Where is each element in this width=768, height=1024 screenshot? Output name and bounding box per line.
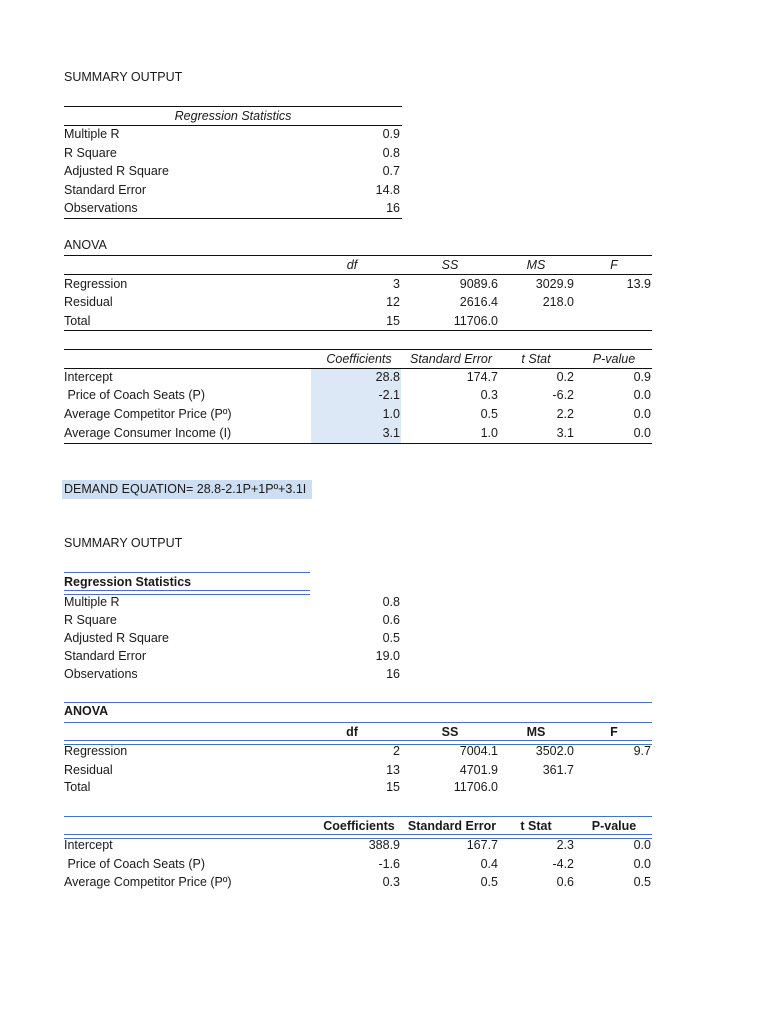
row-label: Total [64, 314, 91, 328]
cell-coefficient: 388.9 [368, 838, 400, 852]
coef-row-average-competitor-price [64, 873, 652, 891]
summary-output-title: SUMMARY OUTPUT [64, 70, 183, 84]
cell-p-value: 0.0 [633, 426, 651, 440]
row-label: Average Competitor Price (Pº) [64, 407, 232, 421]
stat-label: Adjusted R Square [64, 631, 169, 645]
anova-title-2: ANOVA [64, 704, 109, 718]
cell-p-value: 0.0 [633, 388, 651, 402]
cell-df: 15 [386, 780, 400, 794]
row-label: Price of Coach Seats (P) [64, 857, 206, 871]
anova-header-row [64, 256, 652, 274]
coef-header-row-2 [64, 817, 652, 835]
anova-title: ANOVA [64, 238, 107, 252]
col-header-ss: SS [441, 725, 459, 739]
regression-statistics-title: Regression Statistics [64, 575, 192, 589]
cell-ss: 7004.1 [459, 744, 498, 758]
cell-t-stat: 2.2 [556, 407, 574, 421]
anova-row-total [64, 778, 652, 796]
row-label: Regression [64, 277, 128, 291]
regression-statistics-title: Regression Statistics [174, 109, 292, 123]
row-label: Intercept [64, 370, 113, 384]
col-header-ms: MS [526, 258, 546, 272]
anova-header-row-2 [64, 723, 652, 741]
cell-standard-error: 0.5 [480, 407, 498, 421]
coef-row-price-of-coach-seats [64, 386, 652, 404]
table-border-bottom [64, 443, 652, 444]
col-header-p-value: P-value [592, 352, 636, 366]
stat-label: Adjusted R Square [64, 164, 169, 178]
table-border-bottom [64, 330, 652, 331]
table-border-top [64, 702, 652, 703]
col-header-df: df [346, 725, 358, 739]
cell-f: 9.7 [633, 744, 651, 758]
stat-label: Multiple R [64, 127, 120, 141]
stat-row-observations [64, 665, 402, 683]
cell-df: 3 [393, 277, 400, 291]
stat-row-adjusted-r-square [64, 629, 402, 647]
stat-value: 16 [386, 201, 400, 215]
stat-label: Observations [64, 201, 138, 215]
table-border-bottom [64, 218, 402, 219]
cell-ms: 218.0 [542, 295, 574, 309]
cell-df: 2 [393, 744, 400, 758]
cell-ms: 361.7 [542, 763, 574, 777]
anova-row-regression [64, 742, 652, 760]
cell-standard-error: 1.0 [480, 426, 498, 440]
col-header-f: F [610, 725, 618, 739]
anova-row-total [64, 312, 652, 330]
cell-coefficient: -1.6 [378, 857, 400, 871]
cell-f: 13.9 [626, 277, 651, 291]
cell-t-stat: 3.1 [556, 426, 574, 440]
cell-coefficient: 3.1 [382, 426, 400, 440]
coef-row-intercept [64, 836, 652, 854]
cell-p-value: 0.5 [633, 875, 651, 889]
row-label: Average Competitor Price (Pº) [64, 875, 232, 889]
cell-t-stat: 0.2 [556, 370, 574, 384]
cell-p-value: 0.0 [633, 857, 651, 871]
cell-df: 15 [386, 314, 400, 328]
cell-coefficient: -2.1 [378, 388, 400, 402]
stat-value: 19.0 [375, 649, 400, 663]
cell-ss: 11706.0 [453, 314, 498, 328]
cell-df: 13 [386, 763, 400, 777]
stat-value: 0.9 [382, 127, 400, 141]
regression-statistics-header-2 [64, 573, 310, 591]
cell-standard-error: 0.5 [480, 875, 498, 889]
stat-label: R Square [64, 146, 117, 160]
coef-row-price-of-coach-seats [64, 855, 652, 873]
coef-row-average-competitor-price [64, 405, 652, 423]
coef-row-intercept [64, 368, 652, 386]
demand-equation: DEMAND EQUATION= 28.8-2.1P+1Pº+3.1I [62, 480, 312, 499]
cell-p-value: 0.0 [633, 838, 651, 852]
cell-t-stat: 0.6 [556, 875, 574, 889]
stat-row-r-square [64, 611, 402, 629]
cell-ms: 3502.0 [535, 744, 574, 758]
row-label: Residual [64, 295, 113, 309]
row-label: Intercept [64, 838, 113, 852]
stat-label: Standard Error [64, 649, 146, 663]
stat-value: 16 [386, 667, 400, 681]
col-header-f: F [610, 258, 618, 272]
col-header-t-stat: t Stat [521, 352, 551, 366]
stat-label: Multiple R [64, 595, 120, 609]
row-label: Average Consumer Income (I) [64, 426, 232, 440]
stat-row-standard-error [64, 181, 402, 199]
anova-row-residual [64, 761, 652, 779]
stat-row-multiple-r [64, 125, 402, 143]
cell-t-stat: -4.2 [552, 857, 574, 871]
cell-ss: 4701.9 [459, 763, 498, 777]
col-header-df: df [346, 258, 358, 272]
stat-value: 0.7 [382, 164, 400, 178]
stat-value: 14.8 [375, 183, 400, 197]
anova-row-residual [64, 293, 652, 311]
cell-standard-error: 0.4 [480, 857, 498, 871]
cell-ms: 3029.9 [535, 277, 574, 291]
cell-standard-error: 167.7 [466, 838, 498, 852]
row-label: Total [64, 780, 91, 794]
cell-p-value: 0.0 [633, 407, 651, 421]
stat-row-r-square [64, 144, 402, 162]
stat-label: R Square [64, 613, 117, 627]
cell-df: 12 [386, 295, 400, 309]
cell-ss: 11706.0 [453, 780, 498, 794]
stat-row-multiple-r [64, 593, 402, 611]
col-header-standard-error: Standard Error [407, 819, 497, 833]
stat-label: Observations [64, 667, 138, 681]
stat-row-observations [64, 199, 402, 217]
cell-coefficient: 1.0 [382, 407, 400, 421]
cell-t-stat: 2.3 [556, 838, 574, 852]
stat-value: 0.8 [382, 595, 400, 609]
col-header-coefficients: Coefficients [326, 352, 392, 366]
stat-row-standard-error [64, 647, 402, 665]
cell-standard-error: 0.3 [480, 388, 498, 402]
summary-output-title-2: SUMMARY OUTPUT [64, 536, 183, 550]
cell-coefficient: 28.8 [375, 370, 400, 384]
row-label: Price of Coach Seats (P) [64, 388, 206, 402]
col-header-t-stat: t Stat [520, 819, 552, 833]
cell-p-value: 0.9 [633, 370, 651, 384]
stat-value: 0.5 [382, 631, 400, 645]
col-header-coefficients: Coefficients [323, 819, 395, 833]
row-label: Regression [64, 744, 128, 758]
coef-row-average-consumer-income [64, 424, 652, 442]
regression-statistics-header [64, 107, 402, 125]
col-header-ms: MS [526, 725, 546, 739]
cell-ss: 9089.6 [459, 277, 498, 291]
anova-row-regression [64, 275, 652, 293]
cell-coefficient: 0.3 [382, 875, 400, 889]
row-label: Residual [64, 763, 113, 777]
cell-standard-error: 174.7 [466, 370, 498, 384]
cell-t-stat: -6.2 [552, 388, 574, 402]
col-header-p-value: P-value [591, 819, 637, 833]
stat-label: Standard Error [64, 183, 146, 197]
col-header-ss: SS [441, 258, 459, 272]
stat-row-adjusted-r-square [64, 162, 402, 180]
coef-header-row [64, 350, 652, 368]
col-header-standard-error: Standard Error [410, 352, 492, 366]
cell-ss: 2616.4 [459, 295, 498, 309]
stat-value: 0.6 [382, 613, 400, 627]
stat-value: 0.8 [382, 146, 400, 160]
